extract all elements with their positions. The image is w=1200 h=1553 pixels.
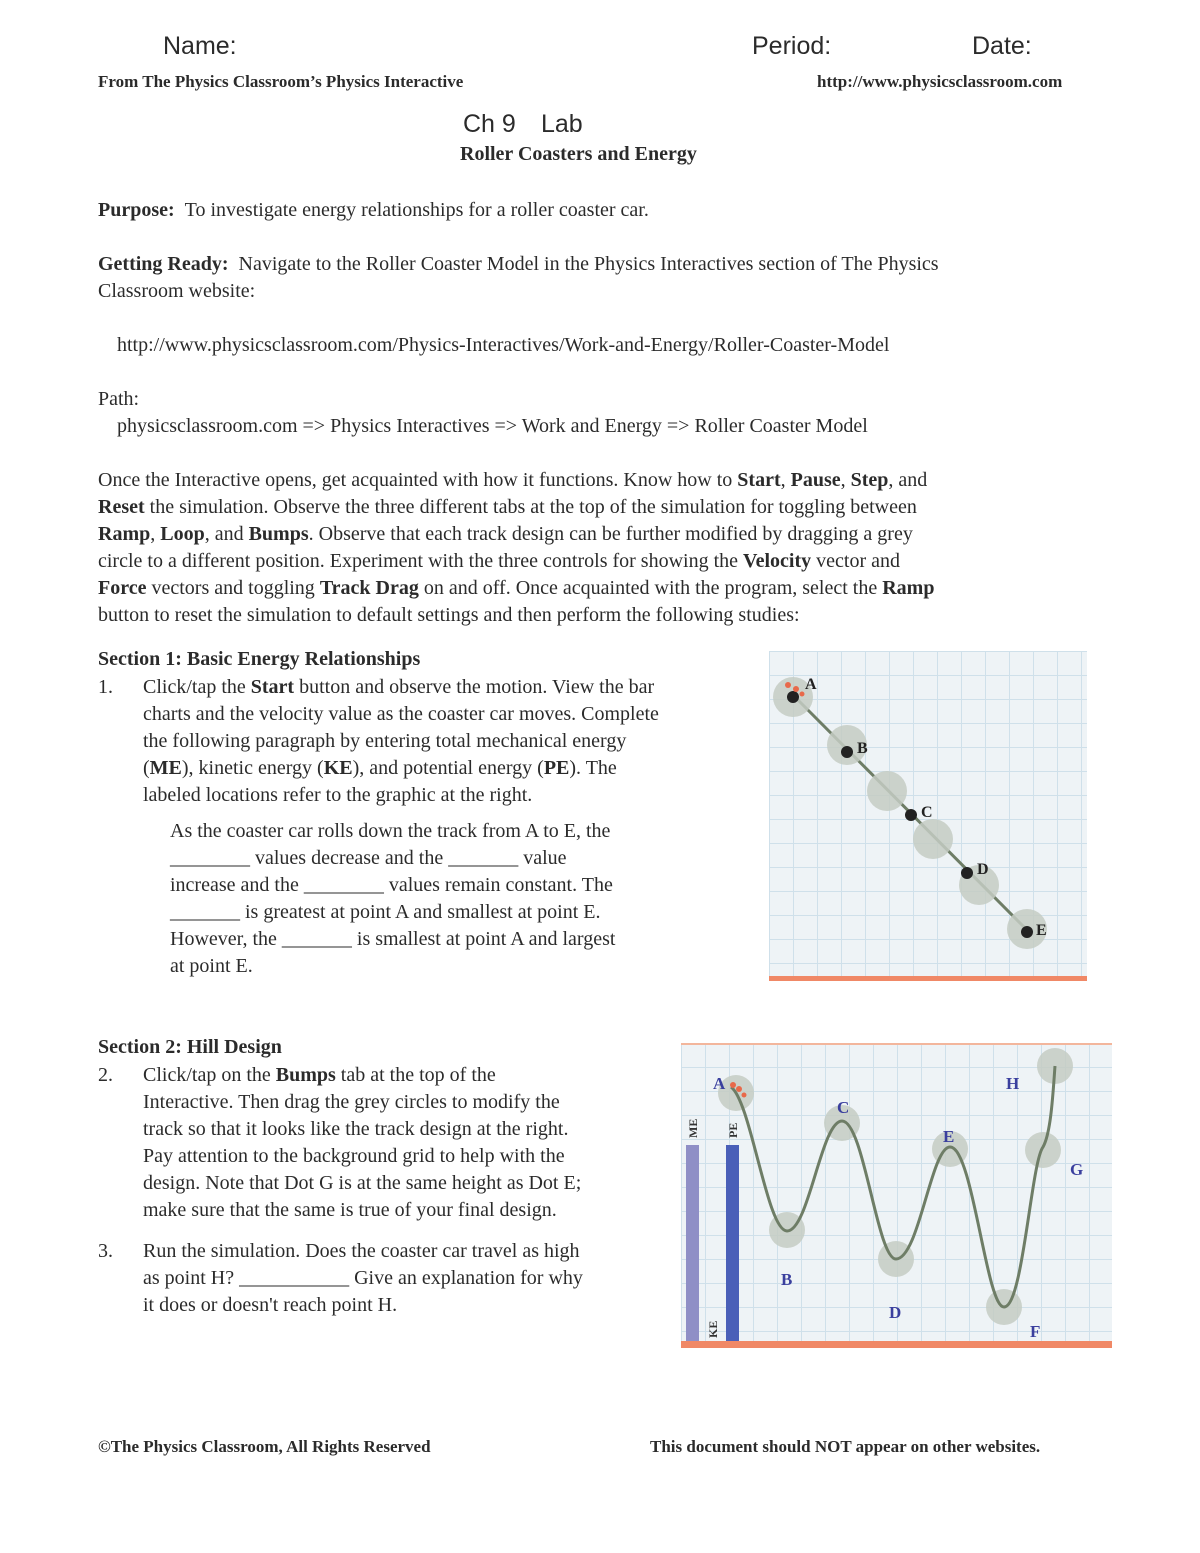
- ramp-handle-2[interactable]: [867, 771, 907, 811]
- ramp-label-a: A: [805, 676, 817, 693]
- ramp-figure: [769, 651, 1087, 981]
- ramp-ground: [769, 976, 1087, 981]
- ramp-handle-3[interactable]: [913, 819, 953, 859]
- ramp-label-c: C: [921, 804, 933, 821]
- bumps-label-h: H: [1006, 1074, 1020, 1093]
- getting-ready-line1: Navigate to the Roller Coaster Model in the Physics Interactives section of The Physics: [238, 253, 939, 275]
- ramp-dot-d: [961, 867, 973, 879]
- path-label: Path:: [98, 388, 140, 410]
- bumps-label-a: A: [713, 1074, 726, 1093]
- bumps-figure: [681, 1043, 1112, 1348]
- title-chapter: Ch 9: [463, 110, 516, 138]
- ramp-label-e: E: [1036, 922, 1047, 939]
- purpose-label: Purpose:: [98, 199, 175, 221]
- purpose-text: To investigate energy relationships for a roller coaster car.: [184, 199, 649, 221]
- question-2-number: 2.: [98, 1064, 113, 1086]
- bumps-label-c: C: [837, 1098, 850, 1117]
- me-bar: [686, 1145, 699, 1341]
- question-3-text: Run the simulation. Does the coaster car travel as high as point H? ___________ Give an explanation for why it does or doesn't reach point H.: [143, 1240, 583, 1316]
- ramp-label-d: D: [977, 861, 989, 878]
- ramp-track-svg: [769, 651, 1087, 981]
- name-label: Name:: [163, 32, 237, 60]
- bumps-label-e: E: [943, 1127, 955, 1146]
- ramp-dot-b: [841, 746, 853, 758]
- question-1-number: 1.: [98, 676, 113, 698]
- getting-ready-label: Getting Ready:: [98, 253, 229, 275]
- bumps-top-border: [681, 1043, 1112, 1045]
- bumps-label-g: G: [1070, 1160, 1084, 1179]
- pe-bar: [726, 1145, 739, 1341]
- ramp-dot-e: [1021, 926, 1033, 938]
- bumps-label-b: B: [781, 1270, 793, 1289]
- ke-bar-label: KE: [706, 1320, 720, 1338]
- footer-copyright: ©The Physics Classroom, All Rights Reserved: [98, 1437, 431, 1456]
- path-text: physicsclassroom.com => Physics Interactives => Work and Energy => Roller Coaster Model: [117, 415, 868, 437]
- question-1-text: Click/tap the Start button and observe the motion. View the bar charts and the velocity value as the coaster car moves. Complete the following paragraph by entering total mechanical energy (ME), kinetic energy (KE), and potential energy (PE). The labeled locations refer to the graphic at the right.: [143, 676, 659, 806]
- me-bar-label: ME: [686, 1118, 700, 1138]
- question-3-number: 3.: [98, 1240, 113, 1262]
- period-label: Period:: [752, 32, 832, 60]
- page-subtitle: Roller Coasters and Energy: [460, 143, 697, 165]
- footer-notice: This document should NOT appear on other websites.: [650, 1437, 1041, 1456]
- bumps-label-d: D: [889, 1303, 902, 1322]
- ramp-dot-c: [905, 809, 917, 821]
- ramp-label-b: B: [857, 740, 868, 757]
- getting-ready: [98, 251, 1108, 305]
- pe-bar-label: PE: [726, 1122, 740, 1138]
- bumps-ground: [681, 1341, 1112, 1348]
- interactive-link[interactable]: http://www.physicsclassroom.com/Physics-Interactives/Work-and-Energy/Roller-Coaster-Model: [117, 334, 890, 356]
- source-url: http://www.physicsclassroom.com: [817, 72, 1063, 91]
- source-line: From The Physics Classroom’s Physics Interactive: [98, 72, 464, 91]
- fill-in-paragraph: As the coaster car rolls down the track from A to E, the ________ values decrease and the _______ value increase and the ________ values remain constant. The _______ is greatest at point A and smallest at point E. However, the _______ is smallest at point A and largest at point E.: [170, 820, 616, 977]
- ramp-dot-a: [787, 691, 799, 703]
- getting-ready-line2: Classroom website:: [98, 280, 256, 302]
- purpose-line: [98, 197, 649, 224]
- section2-heading: Section 2: Hill Design: [98, 1036, 282, 1058]
- bumps-track-svg: [681, 1043, 1112, 1348]
- intro-paragraph: Once the Interactive opens, get acquainted with how it functions. Know how to Start, Pause, Step, and Reset the simulation. Observe the three different tabs at the top of the simulation for toggling between Ramp, Loop, and Bumps. Observe that each track design can be further modified by dragging a grey circle to a different position. Experiment with the three controls for showing the Velocity vector and Force vectors and toggling Track Drag on and off. Once acquainted with the program, select the Ramp button to reset the simulation to default settings and then perform the following studies:: [98, 469, 935, 626]
- question-2-text: Click/tap on the Bumps tab at the top of the Interactive. Then drag the grey circles to modify the track so that it looks like the track design at the right. Pay attention to the background grid to help with the design. Note that Dot G is at the same height as Dot E; make sure that the same is true of your final design.: [143, 1064, 582, 1221]
- date-label: Date:: [972, 32, 1032, 60]
- bumps-label-f: F: [1030, 1322, 1041, 1341]
- title-lab: Lab: [541, 110, 583, 138]
- section1-heading: Section 1: Basic Energy Relationships: [98, 648, 421, 670]
